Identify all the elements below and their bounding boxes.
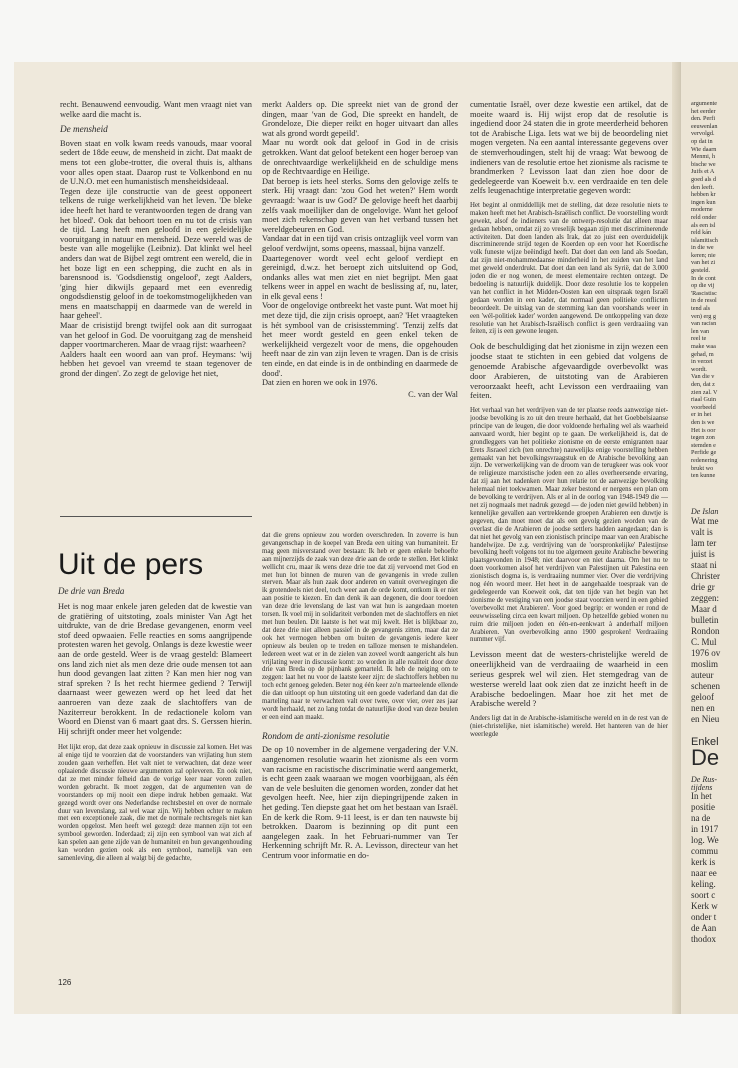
paragraph: De op 10 november in de algemene vergadering der V.N. aangenomen resolutie waarin het zionisme als een vorm van racisme en racistische discriminatie werd aangemerkt, is echt geen zaak waaraan we mogen voorbijgaan, als één van de vele besluiten die genomen worden, zonder dat het gevolgen heeft. Nee, hier zijn diepingrijpende zaken in het geding. Ten diepste gaat het om het bestaan van Israël. En de kerk die Rom. 9-11 leest, is er dan ten nauwste bij betrokken. Daarom is bezinning op dit punt een aangelegen zaak. In het Februari-nummer van Ter Herkenning schrijft Mr. R. A. Levisson, directeur van het Centrum voor informatie en do- (262, 745, 458, 860)
next-page-line: moslim (691, 658, 719, 669)
quoted-passage: Het begint al onmiddellijk met de stelling, dat deze resolutie niets te maken heeft met het Arabisch-Israëlisch conflict. De voorstelling wordt gewekt, alsof de indieners van de ontwerp-resolutie dat alleen maar gedaan hebben, omdat zij zo vreselijk begaan zijn met discriminerende activiteiten. Dat doen landen als Irak, dat zo juist een overduidelijk discriminerende strijd tegen de Koerden op een voor het Koerdische volk funeste wijze beëindigd heeft. Dat doet dan een land als Soedan, dat zijn niet-mohammedaanse minderheid in het zuiden van het land met geweld onderdrukt. Dat doet dan een land als Syrië, dat de 3.000 joden die er nog wonen, de meest elementaire rechten ontzegt. De bedoeling is natuurlijk duidelijk. Door deze resolutie los te koppelen van het conflict in het Midden-Oosten kan een uitspraak tegen Israël gedaan worden in een kader, dat normaal geen politieke conflicten beoordeelt. De uitslag van de stemming kan dan voorshands weer in een 'wél-politiek kader' worden aangewend. De ontkoppeling van deze resolutie van het Arabisch-Israëlisch conflict is geen verdraaiing van feiten, zij is een gewone leugen. (470, 201, 668, 336)
column-breda-cont (262, 532, 458, 998)
next-page-line: In de cont (691, 274, 716, 282)
paragraph: Maar nu wordt ook dat geloof in God in de crisis getrokken. Want dat geloof betekent een hoger beroep van de onrechtvaardige werkelijkheid en de schuldige mens op de Rechtvaardige en Heilige. (262, 138, 458, 177)
next-page-line: in 1917 (691, 824, 719, 835)
paragraph: Ook de beschuldiging dat het zionisme in zijn wezen een joodse staat te stichten in een gebied dat volgens de genoemde Arabische afgevaardigde overbevolkt was door Arabieren, de uitstoting van de Arabieren veroorzaakt heeft, acht Levisson een verdraaiing van feiten. (470, 341, 668, 401)
next-page-line: keren; nie (691, 251, 716, 259)
next-page-line: zien zal. V (691, 388, 718, 396)
paragraph: merkt Aalders op. Die spreekt niet van de grond der dingen, maar 'van de God, Die spreekt en handelt, de Grondeloze, Die dieper reikt en hoger uitvaart dan alles wat als grond wordt gepeild'. (262, 100, 458, 138)
next-page-line: geloof (691, 691, 714, 702)
paragraph: Tegen deze ijle constructie van de geest opponeert telkens de ruige werkelijkheid van het leven. 'De bleke idee heeft het hard te verantwoorden tegen de drang van het bloed'. Ook dat behoort toen en nu tot de crisis van de tijd. Lang heeft men geloofd in een geleidelijke vooruitgang in natuur en mensheid. Deze wereld was de beste van alle mogelijke (Leibniz). Dat klinkt wel heel anders dan wat de Bijbel zegt omtrent een wereld, die in het boze ligt en een schepping, die zucht en als in barensnood is. 'Godsdienstig ongeloof', zegt Aalders, 'ging hier dikwijls gepaard met een evenredig ongodsdienstig geloof in de toekomstmogelijkheden van mens en maatschappij en daarmede van de wereld in haar geheel'. (60, 186, 252, 321)
next-page-line: 'Rascistisc (691, 289, 717, 297)
column-breda (58, 602, 252, 998)
paragraph: Dat beroep is iets heel sterks. Soms den gelovige zelfs te sterk. Hij vraagt dan: 'zou God het weten?' Hem wordt gevraagd: 'waar is uw God?' De gelovige heeft het daarbij zelfs vaak moeilijker dan de ongelovige. Want het geloof moet zich rekenschap geven van het verband tussen het wereldgebeuren en God. (262, 176, 458, 234)
next-page-line: positie (691, 802, 715, 813)
intro-line: recht. Benauwend eenvoudig. Want men vraagt niet van welke aard die macht is. (60, 100, 252, 119)
next-page-line: gehad, m (691, 350, 714, 358)
next-page-line: argumente (691, 100, 718, 107)
next-page-line: ven) erg g (691, 312, 716, 320)
quoted-passage: Anders ligt dat in de Arabische-islamitische wereld en in de rest van de (niet-christelijke, niet islamitische) wereld. Het hanteren van de hier weerlegde (470, 715, 668, 738)
next-page-line: den is we (691, 418, 715, 426)
next-page-line: gesteld. (691, 267, 711, 275)
next-page-line: Juifs et A (691, 168, 715, 176)
next-page-line: Perfide ge (691, 449, 717, 457)
next-page-line: den leeft. (691, 183, 715, 191)
next-page-line: goed als d (691, 175, 717, 183)
next-page-line: naar ee (691, 868, 717, 879)
next-page-line: eeuwenlan (691, 122, 718, 130)
quoted-passage: dat die grens opnieuw zou worden overschreden. In zoverre is hun gevangenschap in de koepel van Breda een uiting van humaniteit. Er mag geen misverstand over bestaan: Ik heb er geen enkele behoefte aan mijnerzijds de zaak van deze drie aan de orde te stellen. Het klinkt wellicht cru, maar ik wens deze drie toe dat zij vervoend met God en met hun lot binnen de muren van de gevangenis in vrede zullen sterven. Maar als hun zaak door anderen en vanuit overwegingen die ik grotendeels niet deel, toch weer aan de orde komt, ontkom ik er niet aan positie te kiezen. En dan denk ik aan degenen, die door toedoen van deze drie levenslang de last van wat hun is aangedaan moeten torsen. Ik voel mij in solidariteit verbonden met de slachtoffers en niet met hun beulen. Dit laatste is het wat mij kwelt. Het is blijkbaar zo, dat deze drie niet alleen passief in de gevangenis zitten, maar dat ze ook het vermogen hebben om buiten de gevangenis iedere keer opnieuw als beulen op te treden en talloze mensen te mishandelen. Iedereen weet wat er in de zielen van zoveel wordt aangericht als hun vrijlating weer in discussie komt: zo worden in alle realiteit door deze drie van Breda op de pijnbank gemarteld. Ik heb de neiging om te zeggen: laat het nu voor de laatste keer zijn: de slachtoffers hebben nu toch echt genoeg geleden. Beter nog één keer zo'n marteelende ellende die dan uitloopt op hun uitstoting uit een goede vaderland dan dat die marteling naar te verwachten valt over twee, over vier, over zes jaar wordt herhaald, net zo lang totdat de natuurlijke dood van deze beulen er een eind aan maakt. (262, 532, 458, 721)
next-page-line: Kerk w (691, 901, 718, 912)
paragraph: Voor de ongelovige ontbreekt het vaste punt. Wat moet hij met deze tijd, die zijn crisis oproept, aan? 'Het vraagteken is hét symbool van de crisisstemming'. 'Tenzij zelfs dat het meer wordt gesteld en geen enkel teken de werkelijkheid vergezelt voor de mens, die opgehouden heeft naar de zin van zijn leven te vragen. Dan is de crisis ten einde, en dat einde is in de ontbinding en daarmede de dood'. (262, 301, 458, 378)
paragraph: Vandaar dat in een tijd van crisis ontzaglijk veel vorm van geloof verdwijnt, soms opeens, massaal, bijna vanzelf. (262, 234, 458, 253)
column-geloof (262, 100, 458, 520)
next-page-line: riaal Guin (691, 396, 716, 404)
next-page-line: make waa (691, 343, 716, 350)
next-page-line: in de resol (691, 297, 717, 305)
next-page-line: reld kán (691, 229, 712, 237)
next-page-line: zeggen: (691, 592, 719, 603)
paragraph: cumentatie Israël, over deze kwestie een artikel, dat de moeite waard is. Hij wijst erop dat de resolutie is ingediend door 24 staten die in grote meerderheid behoren tot de Arabische Liga. Iets wat we bij de beoordeling niet mogen vergeten. Na een aantal interessante gegevens over de stemverhoudingen, stelt hij de vraag: Wat bewoog de indieners van de resolutie ertoe het zionisme als racisme te brandmerken ? Levisson laat dan zien hoe door de gedelegeerde van Koeweit b.v. een verdraaide en ten dele zelfs leugenachtige interpretatie gegeven wordt: (470, 100, 668, 196)
next-page-section (691, 502, 720, 945)
right-page-partial (680, 62, 738, 1014)
next-page-line: Het is oor (691, 426, 716, 434)
next-page-line: ingen kun (691, 198, 716, 206)
subheading-mensheid: De mensheid (60, 124, 108, 135)
column-mensheid (60, 100, 252, 520)
next-page-line: de Aan (691, 923, 717, 934)
next-page-line: het eerder (691, 107, 716, 115)
next-page-line: len van (691, 327, 710, 335)
next-page-subtitle: De Rus- tijdens (691, 775, 717, 792)
next-page-line: drie gr (691, 581, 715, 592)
next-page-line: voorbeeld (691, 403, 716, 411)
next-page-line: op dat in (691, 137, 713, 145)
next-page-line: soort c (691, 890, 716, 901)
magazine-spread (0, 62, 738, 1014)
paragraph: Maar de crisistijd brengt twijfel ook aan dit surrogaat van het geloof in God. De vooruitgang zag de mensheid dapper voortmarcheren. Maar de vraag rijst: waarheen? (60, 321, 252, 350)
next-page-line: log. We (691, 835, 719, 846)
next-page-line: tegen zon (691, 434, 715, 442)
paragraph: Aalders haalt een woord aan van prof. Heymans: 'wij hebben het gevoel van vreemd te staan tegenover de grond der dingen'. Zo zegt de gelovige het niet, (60, 349, 252, 379)
next-page-line: thodox (691, 934, 717, 945)
next-page-line: van het zi (691, 259, 716, 267)
next-page-line: na de (691, 813, 711, 824)
paragraph: Het is nog maar enkele jaren geleden dat de kwestie van de gratiëring of uitstoting, zoals minister Van Agt het uitdrukte, van de drie Bredase gevangenen, enorm veel stof deed opwaaien. Felle reacties en soms aangrijpende protesten waren het gevolg. Onlangs is deze kwestie weer aan de orde gesteld. Weer is de vraag gesteld: Blameert ons land zich niet als men deze drie oude mensen tot aan hun dood gevangen laat zitten ? Kan men hier nog van straf spreken ? Is het recht hiermee gediend ? Terwijl daarnaast weer gewezen werd op het leed dat het aanroeren van deze zaak de slachtoffers van de Naziterreur berokkent. In de redactionele kolom van Woord en Dienst van 6 maart gaat drs. S. Gerssen hierin. Hij schrijft onder meer het volgende: (58, 602, 252, 736)
next-page-line: den. Perfi (691, 115, 716, 123)
next-page-line: op die vij (691, 282, 715, 290)
section-divider (60, 516, 252, 517)
next-page-line: juist is (691, 548, 715, 559)
next-page-line: reld onder (691, 213, 717, 221)
next-page-line: nen en (691, 702, 715, 713)
author-signature: C. van der Wal (408, 389, 458, 399)
next-page-line: den, dat z (691, 380, 715, 388)
left-page (14, 62, 678, 1014)
next-page-line: 1976 ov (691, 647, 721, 658)
next-page-line: vervolgd. (691, 130, 715, 138)
next-page-line: onder t (691, 912, 717, 923)
next-page-column (691, 100, 718, 480)
next-page-line: wordt. (691, 365, 707, 373)
next-page-line: hebben kr (691, 191, 716, 199)
next-page-line: auteur (691, 669, 714, 680)
next-page-line: tend als (691, 305, 711, 313)
next-page-line: bulletin (691, 614, 719, 625)
next-page-line: brukt wo (691, 464, 714, 472)
next-page-line: islamitisch (691, 236, 718, 244)
next-page-line: van racisn (691, 320, 717, 328)
next-page-line: in die we (691, 244, 714, 252)
section-subtitle: De drie van Breda (58, 586, 125, 596)
page-number: 126 (58, 978, 72, 987)
next-page-line: Menmi, h (691, 153, 716, 161)
next-page-line: Wat me (691, 515, 719, 526)
quoted-passage: Het lijkt erop, dat deze zaak opnieuw in discussie zal komen. Het was al enige tijd te voorzien dat de voorstanders van vrijlating hun stem zouden gaan verheffen. Het valt niet te verwachten, dat deze weer oplaaiende discussie nieuwe argumenten zal opleveren. En ook niet, dat ze met minder felheid dan de vorige keer naar voren zullen worden gebracht. Ik moet zeggen, dat de argumenten van de voorstanders op mij nooit een diepe indruk hebben gemaakt. Wat gezegd wordt over ons Nederlandse rechtsbestel en over de normale duur van levenslang, zal wel waar zijn. Wij hebben echter te maken met een exceptionele zaak, die met de normale rechtsregels niet kan worden opgelost. Men heeft wel gezegd: deze mannen zijn tot een symbool geworden. Inderdaad; zij zijn een symbool van wat zich af kan spelen aan gene zijde van de humaniteit en hun gevangenhouding kan worden gezien ook als een symbool, namelijk van een samenleving, die alleen al walgt bij de gedachte, (58, 744, 252, 862)
next-page-line: Rondon (691, 625, 720, 636)
paragraph: Dat zien en horen we ook in 1976. (262, 378, 378, 388)
next-page-line: bische we (691, 160, 716, 168)
next-page-line: Van die v (691, 373, 715, 381)
next-page-line: Christer (691, 570, 720, 581)
subheading-antizionisme: Rondom de anti-zionisme resolutie (262, 730, 390, 741)
next-page-line: C. Mul (691, 636, 717, 647)
next-page-line: ten kunne (691, 472, 716, 480)
quoted-passage: Het verhaal van het verdrijven van de ter plaatse reeds aanwezige niet-joodse bevolking is zo uit den treure herhaald, dat het Goebbelsiaanse principe van de leugen, die door voldoende herhaling wel als waarheid aanvaard wordt, hier begint op te gaan. De werkelijkheid is, dat de grondleggers van het politieke zionisme en de eerste emigranten naar Erets Jisraeel zich (ten onrechte) nauwelijks enige voorstelling hebben gemaakt van het bevolkingsvraagstuk en de Arabische bevolking aan zijn. De verwerkelijking van de droom van de terugkeer was ook voor de religieuze marxistische joden een zo alles overheersende ervaring, dat zij aan het nadenken over hun relatie tot de aanwezige bevolking helemaal niet toekwamen. Maar zeker bestond er nergens een plan om de bevolking te verdrijven. Als er al in de oorlog van 1948-1949 die — net zij nogmaals met nadruk gezegd — de joden niet gewild hebben) in kennelijke gevallen aan vertrekkende groepen Arabieren een duwtje is gegeven, dan moet moet dat als een gevolg gezien worden van de overlast die de Arabieren de joodse settlers hadden aangedaan; dan is dat niet het gevolg van een zionistisch principe maar van een Arabische handelwijze. De z.g. verdrijving van de 'oorspronkelijke' Palestijnse bevolking heeft volgens tot nu toe algemeen geuite Arabische bewering plaatsgevonden in 1948; niet daarvoor en niet daarna. Om het nu te doen voorkomen alsof het verdrijven van Palestijnen uit Palestina een zionistisch dogma is, is verdraaiing nummer vier. Over die verdrijving nog één woord meer. Het heet in de aangehaalde toespraak van de gedelegeerde van Koeweit ook, dat ten tijde van het begin van het zionisme de vestiging van een joodse staat voorzien werd in een gebied 'overbevolkt met Arabieren'. Voor goed begrip: er wonden er rond de eeuwwisseling circa een kwart miljoen. Op hetzelfde gebied wonen nu ruim drie miljoen joden en één-en-eenkwart à anderhalf miljoen Arabieren. Van overbevolking anno 1900 gesproken! Verdraaiing nummer vijf. (470, 407, 668, 644)
paragraph: Daartegenover wordt veel echt geloof verdiept en gereinigd, d.w.z. het beroept zich uitsluitend op God, ondanks alles wat men ziet en niet begrijpt. Men gaat telkens weer in appel en wacht de beslissing af, nu, later, in elk geval eens ! (262, 253, 458, 301)
next-page-line: en Nieu (691, 713, 720, 724)
next-page-line: er in het (691, 411, 712, 419)
next-page-line: redenering (691, 456, 718, 464)
next-page-line: In het (691, 791, 712, 802)
next-page-line: schenen (691, 680, 720, 691)
next-page-line: Maar d (691, 603, 717, 614)
paragraph: Boven staat en volk kwam reeds vanouds, maar vooral sedert de 18de eeuw, de mensheid in zicht. Dat maakt de mens tot een globe-trotter, die overal thuis is, althans voor alles open staat. Daarop rust te Volkenbond en nu de U.N.O. met een humanistisch mensheidsideaal. (60, 138, 252, 187)
next-page-line: staat ni (691, 559, 717, 570)
next-page-line: als een isl (691, 221, 716, 229)
next-page-line: in verzet (691, 358, 713, 366)
next-page-heading: De Islan (691, 507, 719, 516)
next-page-line: stemden e (691, 441, 716, 449)
next-page-line: valt is (691, 526, 713, 537)
next-page-title-large: De (691, 745, 720, 771)
next-page-line: commu (691, 846, 718, 857)
next-page-line: Wie daarn (691, 145, 717, 153)
next-page-title: Enkel (691, 735, 719, 748)
next-page-line: moderne (691, 206, 713, 214)
next-page-line: keling. (691, 879, 716, 890)
paragraph: Levisson meent dat de westers-christelijke wereld de oneerlijkheid van de verdraaiing de waarheid in een serieus gesprek wel wil zien. Het stemgedrag van de westerse wereld laat ook zien dat ze inzicht heeft in de Arabische bedoelingen. Maar hoe zit het met de Arabische wereld ? (470, 649, 668, 709)
next-page-line: lam ter (691, 537, 717, 548)
next-page-line: reel te (691, 335, 707, 343)
column-levisson (470, 100, 668, 998)
next-page-line: kerk is (691, 857, 716, 868)
section-title: Uit de pers (58, 548, 204, 581)
